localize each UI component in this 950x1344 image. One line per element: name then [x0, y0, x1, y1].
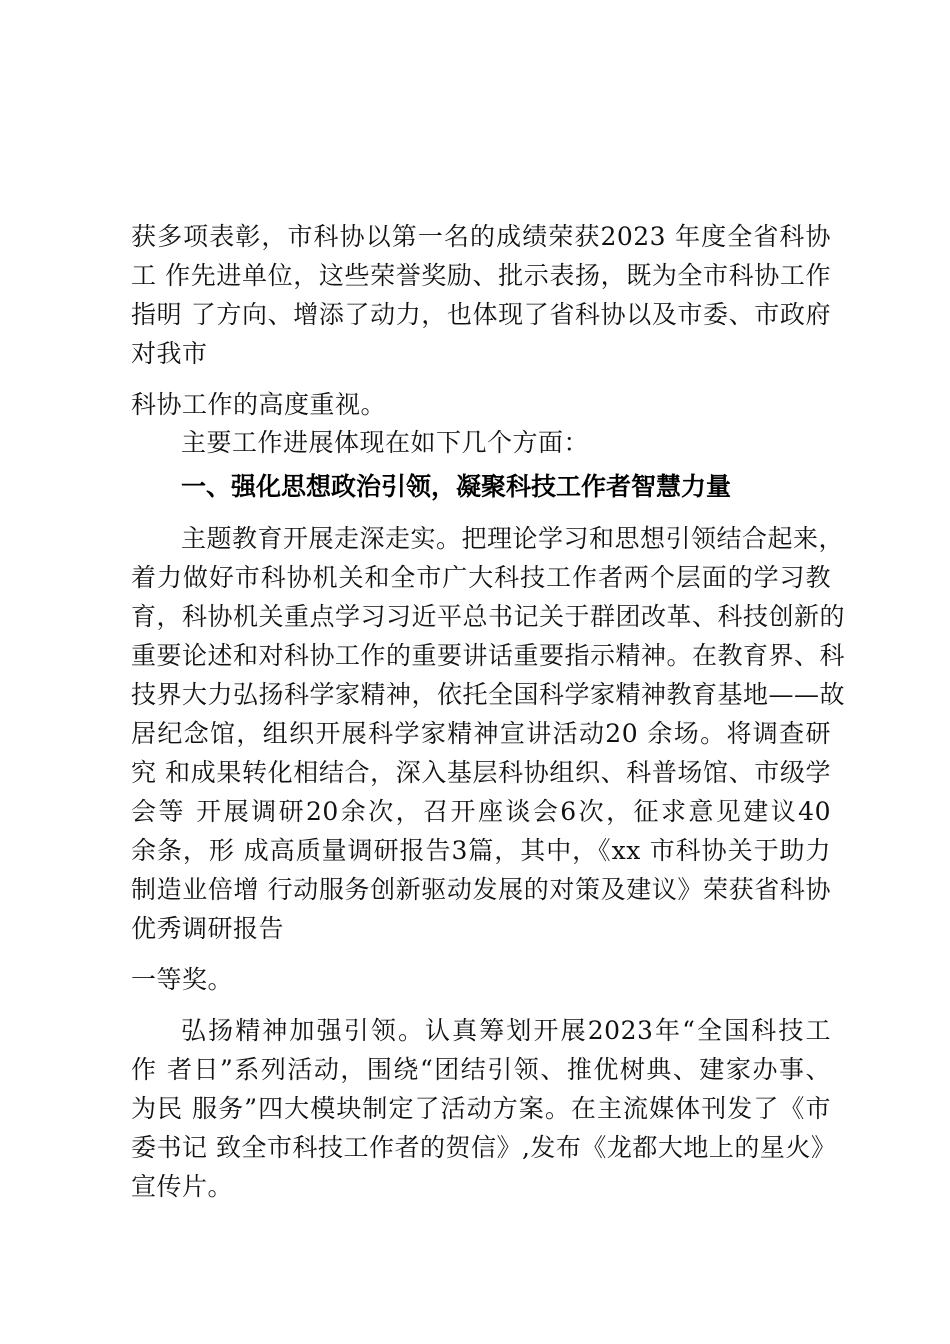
text-line: 会等 开展调研20余次，召开座谈会6次，征求意见建议40 — [131, 797, 831, 826]
text-line: 着力做好市科协机关和全市广大科技工作者两个层面的学习教 — [131, 563, 831, 592]
text-line: 弘扬精神加强引领。认真筹划开展2023年“全国科技工 — [181, 1016, 831, 1045]
text-line: 技界大力弘扬科学家精神，依托全国科学家精神教育基地——故 — [131, 680, 846, 709]
text-line: 工 作先进单位，这些荣誉奖励、批示表扬，既为全市科协工作 — [131, 261, 831, 290]
text-line: 主要工作进展体现在如下几个方面： — [181, 428, 590, 457]
text-line: 指明 了方向、增添了动力，也体现了省科协以及市委、市政府 — [131, 300, 831, 329]
section-heading: 一、强化思想政治引领，凝聚科技工作者智慧力量 — [181, 472, 732, 501]
text-line: 对我市 — [131, 339, 208, 368]
text-line: 获多项表彰，市科协以第一名的成绩荣获2023 年度全省科协 — [131, 222, 831, 251]
text-line: 一等奖。 — [131, 965, 234, 994]
text-line: 余条，形 成高质量调研报告3篇，其中，《xx 市科协关于助力 — [131, 836, 831, 865]
text-line: 委书记 致全市科技工作者的贺信》,发布《龙都大地上的星火》 — [131, 1133, 837, 1162]
text-line: 优秀调研报告 — [131, 914, 285, 943]
text-line: 居纪念馆，组织开展科学家精神宣讲活动20 余场。将调查研 — [131, 719, 831, 748]
text-line: 主题教育开展走深走实。把理论学习和思想引领结合起来， — [181, 524, 845, 553]
text-line: 究 和成果转化相结合，深入基层科协组织、科普场馆、市级学 — [131, 758, 831, 787]
text-line: 为民 服务”四大模块制定了活动方案。在主流媒体刊发了《市 — [131, 1094, 831, 1123]
text-line: 制造业倍增 行动服务创新驱动发展的对策及建议》荣获省科协 — [131, 875, 831, 904]
text-line: 重要论述和对科协工作的重要讲话重要指示精神。在教育界、科 — [131, 641, 846, 670]
text-line: 科协工作的高度重视。 — [131, 390, 387, 419]
text-line: 育，科协机关重点学习习近平总书记关于群团改革、科技创新的 — [131, 602, 846, 631]
text-line: 宣传片。 — [131, 1172, 234, 1201]
text-line: 作 者日”系列活动，围绕“团结引领、推优树典、建家办事、 — [131, 1055, 831, 1084]
